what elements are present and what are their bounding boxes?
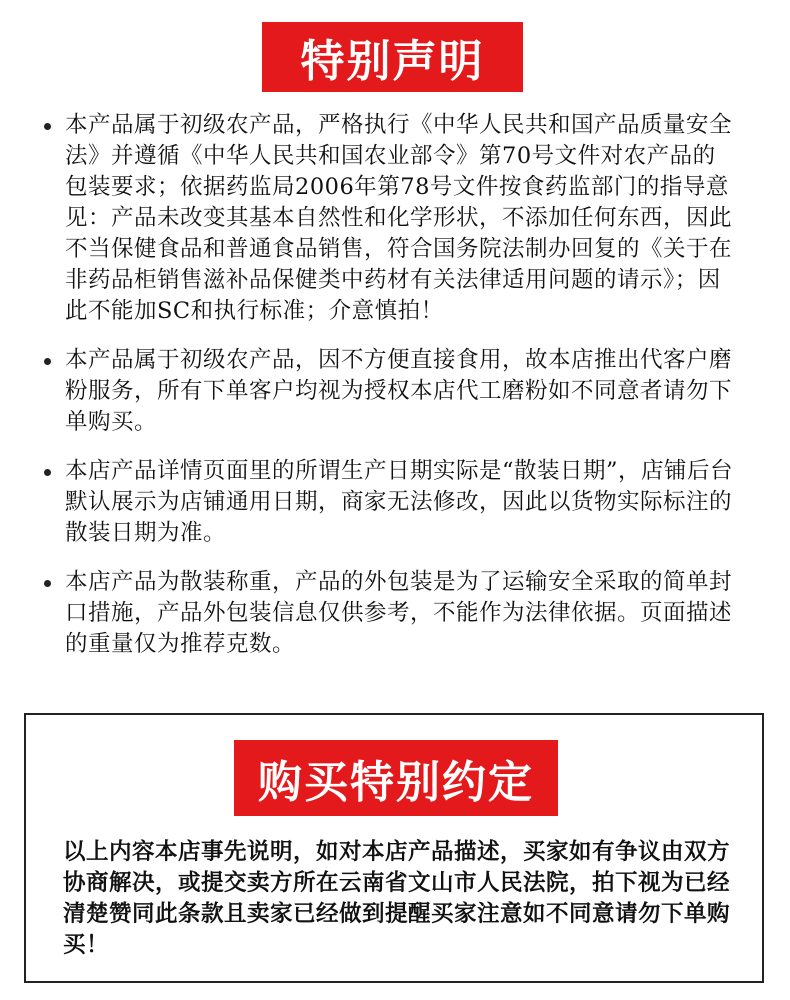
- special-statement-title: 特别声明: [262, 22, 523, 92]
- purchase-agreement-title: 购买特别约定: [234, 740, 558, 816]
- notice-list: [36, 110, 736, 660]
- notice-item-3: [36, 456, 736, 549]
- bullet-icon: [44, 123, 51, 130]
- notice-item-2: [36, 345, 736, 438]
- bullet-icon: [44, 469, 51, 476]
- purchase-agreement-box: [24, 713, 764, 983]
- bullet-icon: [44, 358, 51, 365]
- notice-text: 本店产品详情页面里的所谓生产日期实际是“散装日期”，店铺后台默认展示为店铺通用日期，商家无法修改，因此以货物实际标注的散装日期为准。: [65, 458, 734, 546]
- purchase-agreement-text: 以上内容本店事先说明，如对本店产品描述，买家如有争议由双方协商解决，或提交卖方所在云南省文山市人民法院，拍下视为已经清楚赞同此条款且卖家已经做到提醒买家注意如不同意请勿下单购买！: [63, 839, 731, 958]
- notice-item-4: [36, 567, 736, 660]
- notice-text: 本产品属于初级农产品，因不方便直接食用，故本店推出代客户磨粉服务，所有下单客户均视为授权本店代工磨粉如不同意者请勿下单购买。: [65, 347, 733, 435]
- bullet-icon: [44, 580, 51, 587]
- notice-text: 本产品属于初级农产品，严格执行《中华人民共和国产品质量安全法》并遵循《中华人民共和国农业部令》第70号文件对农产品的包装要求；依据药监局2006年第78号文件按食药监部门的指导意见：产品未改变其基本自然性和化学形状，不添加任何东西，因此不当保健食品和普通食品销售，符合国务院法制办回复的《关于在非药品柜销售滋补品保健类中药材有关法律适用问题的请示》；因此不能加SC和执行标准；介意慎拍！: [65, 112, 733, 324]
- notice-item-1: [36, 110, 736, 327]
- notice-text: 本店产品为散装称重，产品的外包装是为了运输安全采取的简单封口措施，产品外包装信息仅供参考，不能作为法律依据。页面描述的重量仅为推荐克数。: [65, 569, 733, 657]
